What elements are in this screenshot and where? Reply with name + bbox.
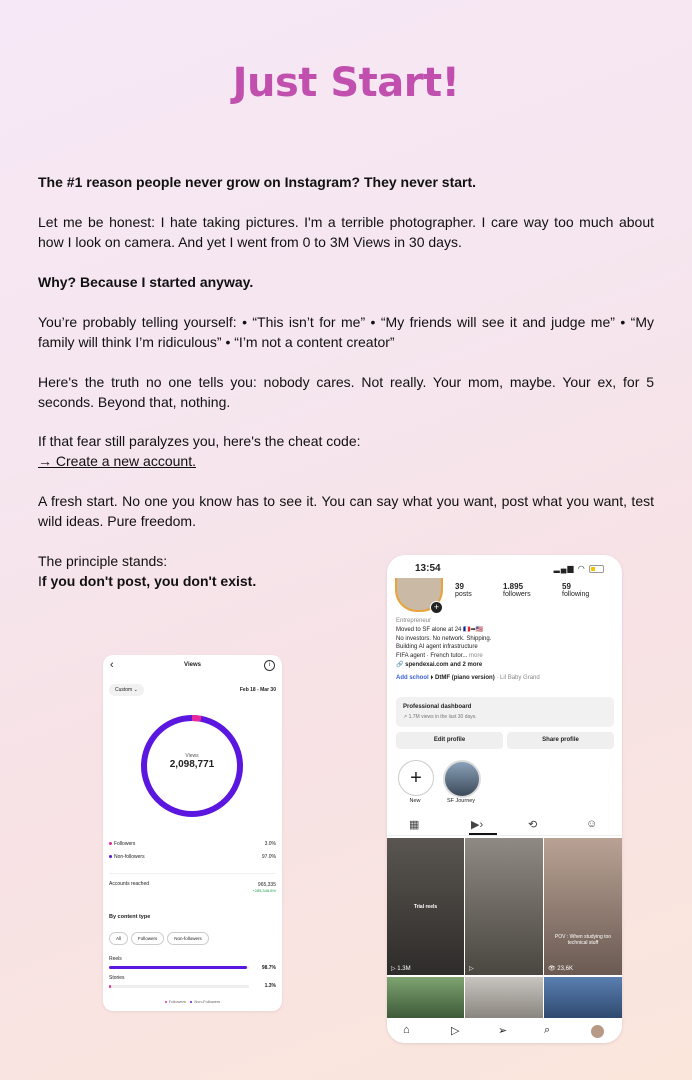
highlight-new-label: New [409, 798, 421, 804]
views-screen-title: Views [184, 662, 201, 668]
link-icon: 🔗 [396, 661, 404, 668]
bottom-nav [387, 1019, 622, 1043]
status-icons [554, 564, 604, 573]
donut-views-label: Views [185, 753, 199, 759]
followers-row: Followers 3.0% [109, 841, 276, 847]
reels-pct: 98.7% [261, 965, 276, 971]
grid-tab-icon[interactable]: ▦ [409, 819, 420, 831]
sf-journey-highlight[interactable] [443, 760, 481, 798]
views-insights-screenshot [103, 655, 282, 1011]
principle-intro: The principle stands: [38, 553, 168, 569]
content-type-pills [109, 932, 276, 945]
custom-filter-dropdown[interactable]: Custom ⌄ [109, 684, 144, 696]
accounts-reached-row: Accounts reached 965,335 +285,348.8% [109, 873, 276, 887]
pill-followers[interactable]: Followers [131, 932, 164, 945]
add-school-link[interactable]: Add school [396, 674, 429, 681]
content-type-heading: By content type [109, 914, 151, 920]
profile-tabs [387, 813, 622, 836]
reel-tile[interactable] [544, 977, 622, 1018]
battery-icon [589, 565, 604, 573]
highlight-sf-label: SF Journey [446, 798, 476, 804]
professional-dashboard[interactable]: Professional dashboard ↗ 1.7M views in the last 30 days. [396, 697, 614, 727]
following-stat[interactable]: 59 following [562, 582, 590, 598]
home-icon[interactable]: ⌂ [403, 1024, 410, 1036]
reel-tile[interactable]: POV : When studying too technical stuff 👁 23,6K [544, 838, 622, 975]
heading: The #1 reason people never grow on Instagram? They never start. [38, 174, 477, 190]
posts-stat[interactable]: 39 posts [455, 582, 472, 598]
search-icon[interactable]: ⌕ [544, 1024, 551, 1036]
page-title: Just Start! [232, 60, 460, 106]
back-arrow-icon[interactable]: ‹ [110, 659, 114, 671]
signal-icon: ▂▄▆ [553, 564, 575, 573]
reels-icon[interactable]: ▷ [451, 1025, 460, 1037]
reel-tile[interactable]: ▷ [465, 838, 543, 975]
date-range: Feb 18 - Mar 30 [239, 687, 276, 693]
status-time: 13:54 [415, 563, 441, 574]
stories-pct: 1.3% [264, 983, 276, 989]
paragraph-cheat-code: If that fear still paralyzes you, here's the cheat code: [38, 433, 361, 449]
stories-bar [109, 985, 249, 988]
bars-legend: Followers Non-Followers [109, 999, 276, 1004]
edit-profile-button[interactable]: Edit profile [396, 732, 503, 749]
followers-stat[interactable]: 1.895 followers [503, 582, 531, 598]
send-icon[interactable]: ➢ [498, 1025, 508, 1037]
reels-bar [109, 966, 249, 969]
pill-nonfollowers[interactable]: Non-followers [167, 932, 209, 945]
bio-link[interactable]: 🔗 spendexai.com and 2 more [396, 661, 483, 668]
reel-tile[interactable] [465, 977, 543, 1018]
paragraph-fresh-start: A fresh start. No one you know has to see it. You can say what you want, post what you want, test wild ideas. Pure freedom. [38, 493, 654, 529]
paragraph-truth: Here's the truth no one tells you: nobody cares. Not really. Your mom, maybe. Your ex, for 5 seconds. Beyond that, nothing. [38, 374, 654, 410]
info-icon[interactable]: i [264, 660, 275, 671]
reel-tile[interactable] [387, 977, 464, 1018]
music-icon: ⏵ [430, 674, 434, 681]
paragraph-excuses: You’re probably telling yourself: • “This isn’t for me” • “My friends will see it and judge me” • “My family will think I’m ridiculous” • “I’m not a content creator” [38, 314, 654, 350]
profile-avatar-icon[interactable] [591, 1025, 604, 1038]
tagged-tab-icon[interactable]: ☺ [586, 818, 598, 830]
add-story-icon[interactable]: + [430, 601, 443, 614]
stories-label: Stories [109, 975, 125, 981]
wifi-icon: ◠ [577, 564, 586, 573]
reels-tab-icon[interactable]: ▶› [471, 819, 484, 831]
share-profile-button[interactable]: Share profile [507, 732, 614, 749]
reposts-tab-icon[interactable]: ⟲ [528, 819, 538, 831]
donut-views-value: 2,098,771 [169, 759, 215, 770]
pill-all[interactable]: All [109, 932, 128, 945]
reels-grid [387, 838, 622, 1018]
new-highlight-plus-icon[interactable]: + [398, 760, 434, 796]
profile-bio: Entrepreneur Moved to SF alone at 24 🇫🇷➡🇺🇸 No investors. No network. Shipping. Building AI agent infrastructure FIFA agent · French tutor... more 🔗 spendexai.com and 2 more Add school ⏵ DtMF (piano version) · Lil Baby Grand [396, 617, 616, 683]
principle-line: If you don't post, you don't exist. [38, 573, 257, 589]
reels-label: Reels [109, 956, 122, 962]
nonfollowers-row: Non-followers 97.0% [109, 854, 276, 860]
profile-screenshot [387, 555, 622, 1043]
create-account-link[interactable]: → Create a new account. [38, 453, 196, 469]
why-line: Why? Because I started anyway. [38, 274, 254, 290]
reel-tile[interactable]: Trial reels ▷ 1.3M [387, 838, 464, 975]
paragraph-honest: Let me be honest: I hate taking pictures. I'm a terrible photographer. I care way too much about how I look on camera. And yet I went from 0 to 3M Views in 30 days. [38, 214, 654, 250]
